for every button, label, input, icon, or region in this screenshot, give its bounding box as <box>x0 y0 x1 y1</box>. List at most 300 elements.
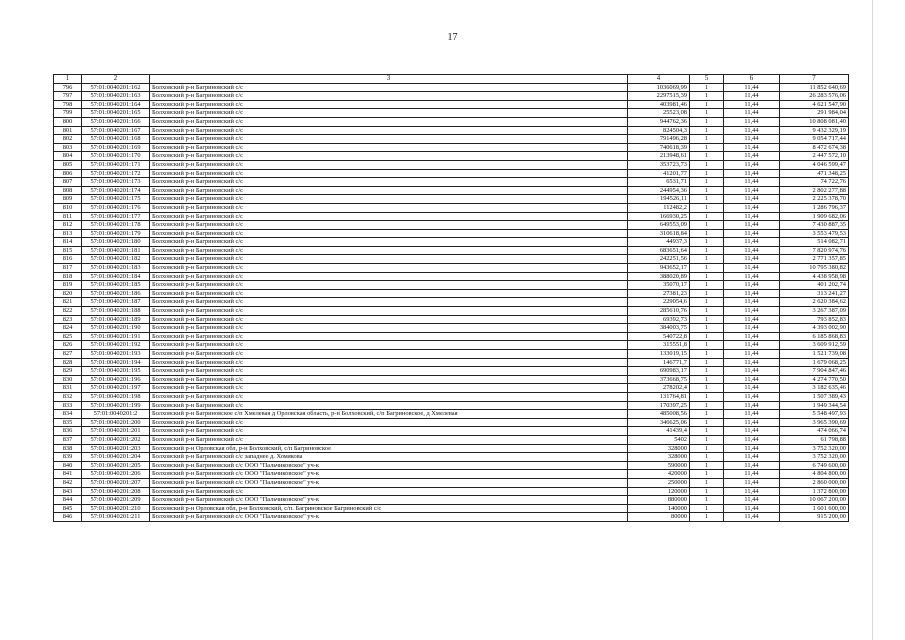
address-cell: Болховский р-н Багриновский с/с <box>150 186 628 195</box>
address-cell: Болховский р-н Багриновский с/с <box>150 100 628 109</box>
row-number-cell: 841 <box>54 470 82 479</box>
cadastral-number-cell: 57:01:0040201:192 <box>82 341 150 350</box>
cadastral-number-cell: 57:01:0040201:189 <box>82 315 150 324</box>
cadastral-number-cell: 57:01:0040201:166 <box>82 117 150 126</box>
address-cell: Болховский р-н Багриновский с/с <box>150 229 628 238</box>
row-number-cell: 810 <box>54 203 82 212</box>
value-cell: 2 802 277,88 <box>780 186 849 195</box>
value-cell: 3 267 387,09 <box>780 307 849 316</box>
area-cell: 880000 <box>628 496 690 505</box>
address-cell: Болховский р-н Багриновский с/с <box>150 264 628 273</box>
rate-cell: 11,44 <box>724 238 780 247</box>
address-cell: Болховский р-н Багриновский с/с <box>150 418 628 427</box>
area-cell: 278202,4 <box>628 384 690 393</box>
value-cell: 401 202,74 <box>780 281 849 290</box>
rate-cell: 11,44 <box>724 152 780 161</box>
coefficient-cell: 1 <box>690 444 724 453</box>
table-row <box>54 487 849 496</box>
address-cell: Болховский р-н Багриновский с/с <box>150 203 628 212</box>
table-row <box>54 478 849 487</box>
address-cell: Болховский р-н Багриновский с/с <box>150 392 628 401</box>
cadastral-number-cell: 57:01:0040201:177 <box>82 212 150 221</box>
coefficient-cell: 1 <box>690 324 724 333</box>
row-number-cell: 827 <box>54 350 82 359</box>
rate-cell: 11,44 <box>724 169 780 178</box>
area-cell: 2297515,39 <box>628 92 690 101</box>
row-number-cell: 806 <box>54 169 82 178</box>
table-row <box>54 435 849 444</box>
area-cell: 25523,08 <box>628 109 690 118</box>
cadastral-number-cell: 57:01:0040201:173 <box>82 178 150 187</box>
value-cell: 1 679 068,25 <box>780 358 849 367</box>
row-number-cell: 800 <box>54 117 82 126</box>
cadastral-number-cell: 57:01:0040201:206 <box>82 470 150 479</box>
coefficient-cell: 1 <box>690 255 724 264</box>
cadastral-number-cell: 57:01:0040201:182 <box>82 255 150 264</box>
row-number-cell: 832 <box>54 392 82 401</box>
row-number-cell: 833 <box>54 401 82 410</box>
coefficient-cell: 1 <box>690 229 724 238</box>
value-cell: 3 609 912,59 <box>780 341 849 350</box>
address-cell: Болховский р-н Багриновский с/с <box>150 92 628 101</box>
address-cell: Болховский р-н Багриновский с/с ООО "Пальчиковское" уч-к <box>150 513 628 522</box>
rate-cell: 11,44 <box>724 375 780 384</box>
rate-cell: 11,44 <box>724 186 780 195</box>
area-cell: 166930,25 <box>628 212 690 221</box>
rate-cell: 11,44 <box>724 504 780 513</box>
cadastral-number-cell: 57:01:0040201:171 <box>82 160 150 169</box>
cadastral-number-cell: 57:01:0040201:175 <box>82 195 150 204</box>
area-cell: 120000 <box>628 487 690 496</box>
row-number-cell: 811 <box>54 212 82 221</box>
row-number-cell: 846 <box>54 513 82 522</box>
address-cell: Болховский р-н Багриновский с/с <box>150 401 628 410</box>
coefficient-cell: 1 <box>690 513 724 522</box>
table-row <box>54 229 849 238</box>
rate-cell: 11,44 <box>724 341 780 350</box>
address-cell: Болховский р-н Багриновский с/с <box>150 238 628 247</box>
value-cell: 474 066,74 <box>780 427 849 436</box>
coefficient-cell: 1 <box>690 358 724 367</box>
rate-cell: 11,44 <box>724 487 780 496</box>
cadastral-number-cell: 57:01:0040201:172 <box>82 169 150 178</box>
table-row <box>54 307 849 316</box>
address-cell: Болховский р-н Багриновский с/с <box>150 195 628 204</box>
row-number-cell: 845 <box>54 504 82 513</box>
area-cell: 1036069,99 <box>628 83 690 92</box>
table-row <box>54 160 849 169</box>
address-cell: Болховский р-н Багриновский с/с <box>150 315 628 324</box>
cadastral-number-cell: 57:01:0040201:198 <box>82 392 150 401</box>
address-cell: Болховский р-н Багриновский с/с <box>150 341 628 350</box>
table-row <box>54 461 849 470</box>
coefficient-cell: 1 <box>690 169 724 178</box>
table-row <box>54 117 849 126</box>
cadastral-number-cell: 57:01:0040201:185 <box>82 281 150 290</box>
table-row <box>54 195 849 204</box>
address-cell: Болховский р-н Багриновский с/с <box>150 384 628 393</box>
area-cell: 140000 <box>628 504 690 513</box>
value-cell: 1 521 739,08 <box>780 350 849 359</box>
table-row <box>54 470 849 479</box>
area-cell: 213948,61 <box>628 152 690 161</box>
address-cell: Болховский р-н Багриновский с/с <box>150 281 628 290</box>
value-cell: 1 286 796,37 <box>780 203 849 212</box>
rate-cell: 11,44 <box>724 160 780 169</box>
area-cell: 133019,15 <box>628 350 690 359</box>
coefficient-cell: 1 <box>690 487 724 496</box>
value-cell: 514 082,71 <box>780 238 849 247</box>
cadastral-number-cell: 57:01:0040201:201 <box>82 427 150 436</box>
table-row <box>54 238 849 247</box>
table-row <box>54 203 849 212</box>
coefficient-cell: 1 <box>690 160 724 169</box>
value-cell: 6 185 868,83 <box>780 332 849 341</box>
row-number-cell: 824 <box>54 324 82 333</box>
column-number: 5 <box>690 75 724 84</box>
row-number-cell: 835 <box>54 418 82 427</box>
address-cell: Болховский р-н Багриновское с/п Хмелевая д Орловская область, р-н Болховский, с/п Багриновское, д Хмелевая <box>150 410 628 419</box>
rate-cell: 11,44 <box>724 281 780 290</box>
coefficient-cell: 1 <box>690 461 724 470</box>
address-cell: Болховский р-н Багриновский с/с <box>150 298 628 307</box>
cadastral-number-cell: 57:01:0040201:169 <box>82 143 150 152</box>
column-number: 2 <box>82 75 150 84</box>
area-cell: 131764,81 <box>628 392 690 401</box>
rate-cell: 11,44 <box>724 203 780 212</box>
rate-cell: 11,44 <box>724 264 780 273</box>
row-number-cell: 812 <box>54 221 82 230</box>
address-cell: Болховский р-н Багриновский с/с <box>150 152 628 161</box>
rate-cell: 11,44 <box>724 307 780 316</box>
coefficient-cell: 1 <box>690 152 724 161</box>
row-number-cell: 803 <box>54 143 82 152</box>
value-cell: 4 393 002,90 <box>780 324 849 333</box>
page-number: 17 <box>447 32 458 43</box>
cadastral-number-cell: 57:01:0040201:207 <box>82 478 150 487</box>
coefficient-cell: 1 <box>690 272 724 281</box>
column-number: 1 <box>54 75 82 84</box>
column-number: 3 <box>150 75 628 84</box>
rate-cell: 11,44 <box>724 350 780 359</box>
table-row <box>54 332 849 341</box>
value-cell: 8 472 674,38 <box>780 143 849 152</box>
address-cell: Болховский р-н Багриновский с/с <box>150 358 628 367</box>
row-number-cell: 836 <box>54 427 82 436</box>
value-cell: 10 795 380,82 <box>780 264 849 273</box>
value-cell: 313 241,27 <box>780 289 849 298</box>
row-number-cell: 830 <box>54 375 82 384</box>
value-cell: 9 054 717,44 <box>780 135 849 144</box>
address-cell: Болховский р-н Багриновский с/с <box>150 427 628 436</box>
value-cell: 4 438 958,98 <box>780 272 849 281</box>
coefficient-cell: 1 <box>690 143 724 152</box>
area-cell: 112482,2 <box>628 203 690 212</box>
coefficient-cell: 1 <box>690 238 724 247</box>
area-cell: 540722,8 <box>628 332 690 341</box>
area-cell: 328000 <box>628 444 690 453</box>
table-row <box>54 504 849 513</box>
area-cell: 388020,89 <box>628 272 690 281</box>
table-row <box>54 135 849 144</box>
cadastral-number-cell: 57:01:0040201:211 <box>82 513 150 522</box>
value-cell: 61 798,88 <box>780 435 849 444</box>
value-cell: 7 820 974,76 <box>780 246 849 255</box>
cadastral-number-cell: 57:01:0040201:210 <box>82 504 150 513</box>
row-number-cell: 819 <box>54 281 82 290</box>
row-number-cell: 796 <box>54 83 82 92</box>
address-cell: Болховский р-н Багриновский с/с <box>150 117 628 126</box>
coefficient-cell: 1 <box>690 410 724 419</box>
table-row <box>54 289 849 298</box>
table-row <box>54 100 849 109</box>
rate-cell: 11,44 <box>724 401 780 410</box>
coefficient-cell: 1 <box>690 307 724 316</box>
table-row <box>54 212 849 221</box>
row-number-cell: 799 <box>54 109 82 118</box>
table-row <box>54 143 849 152</box>
row-number-cell: 814 <box>54 238 82 247</box>
row-number-cell: 829 <box>54 367 82 376</box>
area-cell: 244954,36 <box>628 186 690 195</box>
table-row <box>54 315 849 324</box>
value-cell: 3 752 320,00 <box>780 453 849 462</box>
area-cell: 944762,36 <box>628 117 690 126</box>
row-number-cell: 823 <box>54 315 82 324</box>
coefficient-cell: 1 <box>690 435 724 444</box>
rate-cell: 11,44 <box>724 246 780 255</box>
coefficient-cell: 1 <box>690 375 724 384</box>
area-cell: 242251,56 <box>628 255 690 264</box>
coefficient-cell: 1 <box>690 195 724 204</box>
area-cell: 170397,25 <box>628 401 690 410</box>
area-cell: 353723,73 <box>628 160 690 169</box>
area-cell: 690983,17 <box>628 367 690 376</box>
column-number-row <box>54 75 849 84</box>
table-row <box>54 392 849 401</box>
cadastral-number-cell: 57:01:0040201:184 <box>82 272 150 281</box>
coefficient-cell: 1 <box>690 478 724 487</box>
address-cell: Болховский р-н Багриновский с/с <box>150 83 628 92</box>
value-cell: 2 620 384,62 <box>780 298 849 307</box>
rate-cell: 11,44 <box>724 418 780 427</box>
value-cell: 7 904 847,46 <box>780 367 849 376</box>
cadastral-number-cell: 57:01:0040201:167 <box>82 126 150 135</box>
value-cell: 1 372 800,00 <box>780 487 849 496</box>
row-number-cell: 826 <box>54 341 82 350</box>
table-row <box>54 109 849 118</box>
area-cell: 403981,46 <box>628 100 690 109</box>
cadastral-number-cell: 57:01:0040201:196 <box>82 375 150 384</box>
coefficient-cell: 1 <box>690 281 724 290</box>
row-number-cell: 815 <box>54 246 82 255</box>
address-cell: Болховский р-н Багриновский с/с ООО "Пальчиковское" уч-к <box>150 470 628 479</box>
cadastral-number-cell: 57:01:0040201:163 <box>82 92 150 101</box>
row-number-cell: 834 <box>54 410 82 419</box>
coefficient-cell: 1 <box>690 427 724 436</box>
cadastral-number-cell: 57:01:0040201:194 <box>82 358 150 367</box>
value-cell: 3 965 390,69 <box>780 418 849 427</box>
row-number-cell: 798 <box>54 100 82 109</box>
cadastral-number-cell: 57:01:0040201:204 <box>82 453 150 462</box>
rate-cell: 11,44 <box>724 255 780 264</box>
cadastral-number-cell: 57:01:0040201:179 <box>82 229 150 238</box>
cadastral-number-cell: 57:01:0040201:168 <box>82 135 150 144</box>
rate-cell: 11,44 <box>724 461 780 470</box>
area-cell: 315551,8 <box>628 341 690 350</box>
cadastral-number-cell: 57:01:0040201:181 <box>82 246 150 255</box>
row-number-cell: 807 <box>54 178 82 187</box>
row-number-cell: 831 <box>54 384 82 393</box>
cadastral-number-cell: 57:01:0040201:165 <box>82 109 150 118</box>
address-cell: Болховский р-н Орловская обл, р-н Болховский, с/п Багриновское <box>150 444 628 453</box>
coefficient-cell: 1 <box>690 212 724 221</box>
rate-cell: 11,44 <box>724 109 780 118</box>
rate-cell: 11,44 <box>724 229 780 238</box>
area-cell: 943652,17 <box>628 264 690 273</box>
address-cell: Болховский р-н Багриновский с/с ООО "Пальчиковское" уч-к <box>150 478 628 487</box>
row-number-cell: 840 <box>54 461 82 470</box>
value-cell: 2 860 000,00 <box>780 478 849 487</box>
address-cell: Болховский р-н Орловская обл, р-н Болховский, с/п. Багриновское Багриновский с/с <box>150 504 628 513</box>
cadastral-number-cell: 57:01:0040201:2 <box>82 410 150 419</box>
coefficient-cell: 1 <box>690 264 724 273</box>
value-cell: 4 046 599,47 <box>780 160 849 169</box>
cadastral-number-cell: 57:01:0040201:183 <box>82 264 150 273</box>
cadastral-number-cell: 57:01:0040201:174 <box>82 186 150 195</box>
address-cell: Болховский р-н Багриновский с/с <box>150 289 628 298</box>
row-number-cell: 821 <box>54 298 82 307</box>
rate-cell: 11,44 <box>724 410 780 419</box>
coefficient-cell: 1 <box>690 453 724 462</box>
area-cell: 791496,28 <box>628 135 690 144</box>
area-cell: 35070,17 <box>628 281 690 290</box>
table-row <box>54 384 849 393</box>
cadastral-number-cell: 57:01:0040201:200 <box>82 418 150 427</box>
area-cell: 250000 <box>628 478 690 487</box>
rate-cell: 11,44 <box>724 92 780 101</box>
address-cell: Болховский р-н Багриновский с/с <box>150 324 628 333</box>
table-row <box>54 92 849 101</box>
table-row <box>54 255 849 264</box>
table-row <box>54 496 849 505</box>
table-row <box>54 281 849 290</box>
value-cell: 9 432 329,19 <box>780 126 849 135</box>
rate-cell: 11,44 <box>724 513 780 522</box>
cadastral-number-cell: 57:01:0040201:187 <box>82 298 150 307</box>
address-cell: Болховский р-н Багриновский с/с ООО "Пальчиковское" уч-к <box>150 461 628 470</box>
row-number-cell: 818 <box>54 272 82 281</box>
row-number-cell: 802 <box>54 135 82 144</box>
address-cell: Болховский р-н Багриновский с/с <box>150 307 628 316</box>
rate-cell: 11,44 <box>724 272 780 281</box>
table-row <box>54 453 849 462</box>
column-number: 6 <box>724 75 780 84</box>
value-cell: 4 274 770,50 <box>780 375 849 384</box>
rate-cell: 11,44 <box>724 444 780 453</box>
rate-cell: 11,44 <box>724 315 780 324</box>
coefficient-cell: 1 <box>690 504 724 513</box>
value-cell: 1 601 600,00 <box>780 504 849 513</box>
address-cell: Болховский р-н Багриновский с/с <box>150 143 628 152</box>
coefficient-cell: 1 <box>690 401 724 410</box>
coefficient-cell: 1 <box>690 92 724 101</box>
area-cell: 41439,4 <box>628 427 690 436</box>
rate-cell: 11,44 <box>724 117 780 126</box>
address-cell: Болховский р-н Багриновский с/с <box>150 169 628 178</box>
rate-cell: 11,44 <box>724 126 780 135</box>
coefficient-cell: 1 <box>690 221 724 230</box>
table-row <box>54 427 849 436</box>
area-cell: 69392,73 <box>628 315 690 324</box>
value-cell: 4 804 800,00 <box>780 470 849 479</box>
margin-rule <box>872 0 873 640</box>
value-cell: 3 182 635,46 <box>780 384 849 393</box>
table-row <box>54 513 849 522</box>
table-row <box>54 152 849 161</box>
table-row <box>54 246 849 255</box>
address-cell: Болховский р-н Багриновский с/с <box>150 178 628 187</box>
table-row <box>54 358 849 367</box>
value-cell: 1 507 389,43 <box>780 392 849 401</box>
column-number: 7 <box>780 75 849 84</box>
table-row <box>54 186 849 195</box>
cadastral-number-cell: 57:01:0040201:209 <box>82 496 150 505</box>
value-cell: 3 553 479,53 <box>780 229 849 238</box>
row-number-cell: 828 <box>54 358 82 367</box>
rate-cell: 11,44 <box>724 478 780 487</box>
row-number-cell: 801 <box>54 126 82 135</box>
area-cell: 229054,6 <box>628 298 690 307</box>
table-row <box>54 272 849 281</box>
row-number-cell: 844 <box>54 496 82 505</box>
row-number-cell: 843 <box>54 487 82 496</box>
cadastral-number-cell: 57:01:0040201:162 <box>82 83 150 92</box>
table-row <box>54 418 849 427</box>
cadastral-number-cell: 57:01:0040201:190 <box>82 324 150 333</box>
value-cell: 3 752 320,00 <box>780 444 849 453</box>
value-cell: 793 852,83 <box>780 315 849 324</box>
table-row <box>54 401 849 410</box>
area-cell: 6531,71 <box>628 178 690 187</box>
rate-cell: 11,44 <box>724 143 780 152</box>
row-number-cell: 804 <box>54 152 82 161</box>
table-row <box>54 350 849 359</box>
address-cell: Болховский р-н Багриновский с/с <box>150 212 628 221</box>
rate-cell: 11,44 <box>724 298 780 307</box>
value-cell: 10 067 200,00 <box>780 496 849 505</box>
area-cell: 420000 <box>628 470 690 479</box>
address-cell: Болховский р-н Багриновский с/с западнее д. Хомякова <box>150 453 628 462</box>
area-cell: 80000 <box>628 513 690 522</box>
table-row <box>54 169 849 178</box>
rate-cell: 11,44 <box>724 135 780 144</box>
value-cell: 7 430 887,35 <box>780 221 849 230</box>
address-cell: Болховский р-н Багриновский с/с <box>150 160 628 169</box>
address-cell: Болховский р-н Багриновский с/с <box>150 375 628 384</box>
cadastral-number-cell: 57:01:0040201:205 <box>82 461 150 470</box>
coefficient-cell: 1 <box>690 186 724 195</box>
value-cell: 26 283 576,06 <box>780 92 849 101</box>
cadastral-number-cell: 57:01:0040201:188 <box>82 307 150 316</box>
coefficient-cell: 1 <box>690 289 724 298</box>
value-cell: 2 771 357,85 <box>780 255 849 264</box>
value-cell: 1 949 344,54 <box>780 401 849 410</box>
cadastral-number-cell: 57:01:0040201:180 <box>82 238 150 247</box>
address-cell: Болховский р-н Багриновский с/с <box>150 435 628 444</box>
row-number-cell: 838 <box>54 444 82 453</box>
row-number-cell: 805 <box>54 160 82 169</box>
